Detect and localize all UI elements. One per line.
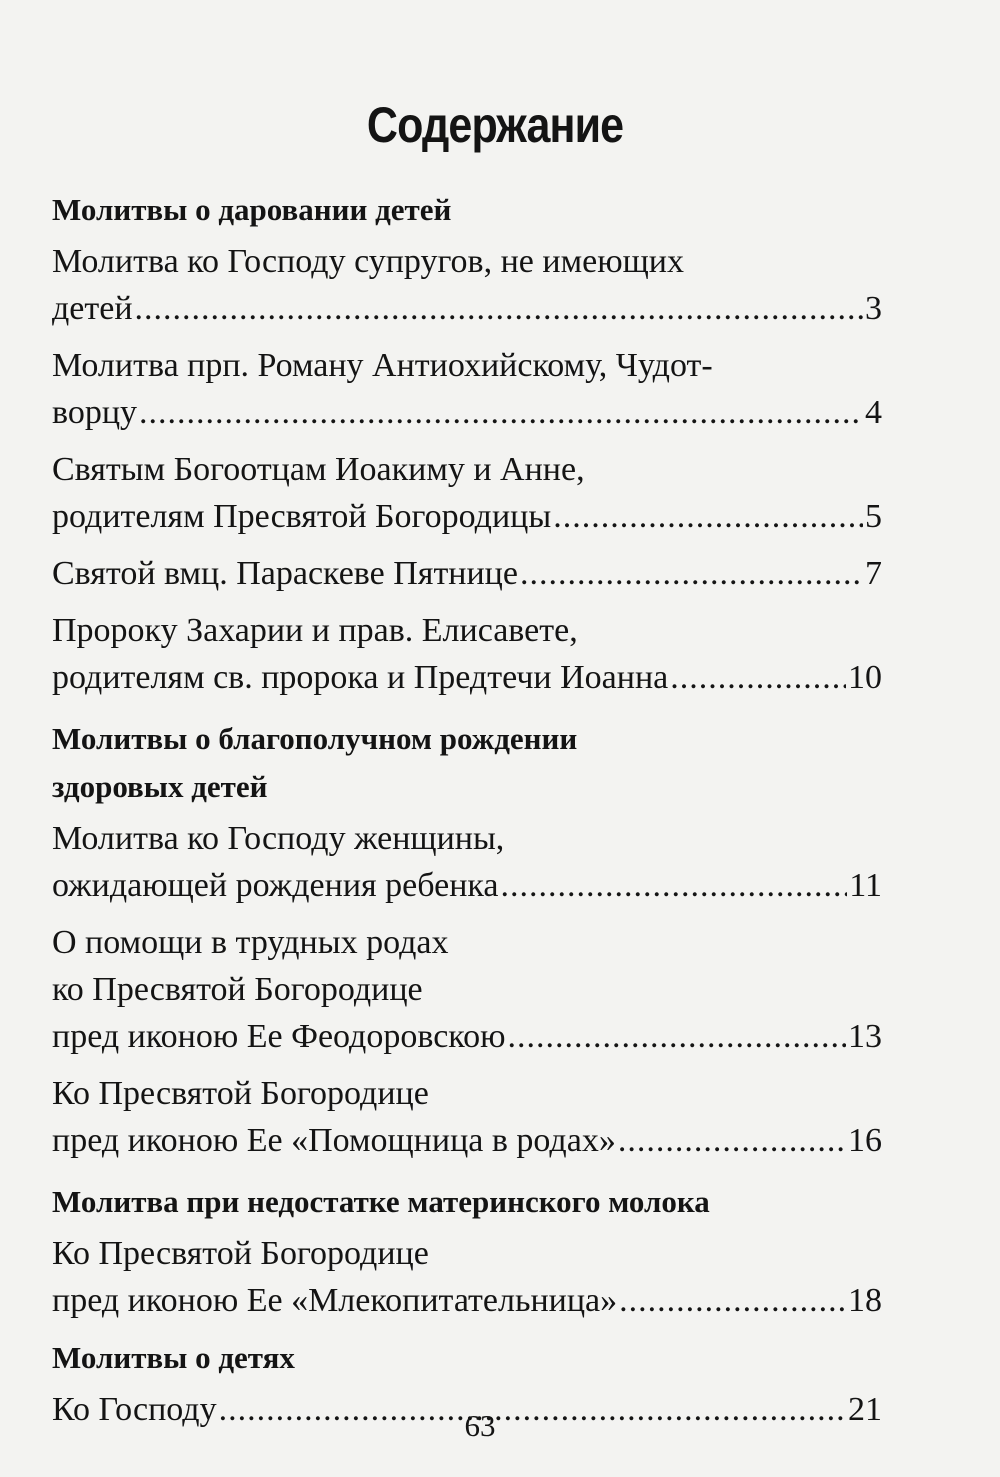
entry-line: родителям Пресвятой Богородицы (52, 498, 552, 535)
toc-entry[interactable] (52, 815, 882, 909)
toc-entry[interactable] (52, 1070, 882, 1164)
entry-line: пред иконою Ее Феодоровскою (52, 1018, 506, 1055)
section-heading (52, 715, 882, 811)
entry-page-number: 5 (865, 498, 882, 535)
entry-line: Святой вмц. Параскеве Пятнице (52, 555, 518, 592)
toc-entry[interactable] (52, 238, 882, 332)
entry-line: детей (52, 290, 133, 327)
dot-leader (500, 862, 847, 909)
entry-page-number: 16 (848, 1122, 882, 1159)
entry-line: ожидающей рождения ребенка (52, 867, 499, 904)
section-heading-line: Молитва при недостатке материнского молока (52, 1184, 710, 1219)
toc-entry[interactable] (52, 550, 882, 597)
dot-leader (520, 550, 863, 597)
dot-leader (619, 1277, 846, 1324)
entry-page-number: 11 (849, 867, 882, 904)
entry-line: О помощи в трудных родах (52, 924, 449, 961)
entry-line: Ко Пресвятой Богородице (52, 1075, 429, 1112)
entry-line: пред иконою Ее «Млекопитательница» (52, 1282, 618, 1319)
entry-line: Молитва ко Господу супругов, не имеющих (52, 243, 684, 280)
page-number: 63 (464, 1408, 496, 1443)
entry-line: Пророку Захарии и прав. Елисавете, (52, 612, 578, 649)
section-heading-line: Молитвы о благополучном рождении (52, 721, 578, 756)
toc-entry[interactable] (52, 342, 882, 436)
toc-entry[interactable] (52, 446, 882, 540)
entry-page-number: 10 (848, 659, 882, 696)
dot-leader (139, 389, 863, 436)
dot-leader (508, 1013, 847, 1060)
entry-line: Молитва ко Господу женщины, (52, 820, 505, 857)
dot-leader (670, 654, 846, 701)
section-heading-line: здоровых детей (52, 769, 268, 804)
entry-page-number: 18 (848, 1282, 882, 1319)
section-heading (52, 1334, 882, 1382)
entry-line: Святым Богоотцам Иоакиму и Анне, (52, 451, 585, 488)
toc-entry[interactable] (52, 919, 882, 1060)
entry-page-number: 21 (848, 1391, 882, 1428)
dot-leader (618, 1117, 846, 1164)
toc-entry[interactable] (52, 607, 882, 701)
entry-page-number: 7 (865, 555, 882, 592)
entry-line: Ко Пресвятой Богородице (52, 1235, 429, 1272)
section-heading (52, 1178, 882, 1226)
table-of-contents (52, 186, 882, 1443)
dot-leader (553, 493, 863, 540)
entry-line: ворцу (52, 394, 138, 431)
entry-line: пред иконою Ее «Помощница в родах» (52, 1122, 616, 1159)
entry-line: ко Пресвятой Богородице (52, 971, 423, 1008)
section-heading-line: Молитвы о даровании детей (52, 192, 452, 227)
entry-line: Ко Господу (52, 1391, 217, 1428)
entry-page-number: 13 (848, 1018, 882, 1055)
entry-line: Молитва прп. Роману Антиохийскому, Чудот- (52, 347, 713, 384)
page-title: Содержание (366, 97, 624, 153)
entry-page-number: 4 (865, 394, 882, 431)
entry-line: родителям св. пророка и Предтечи Иоанна (52, 659, 669, 696)
toc-entry[interactable] (52, 1230, 882, 1324)
section-heading (52, 186, 882, 234)
entry-page-number: 3 (865, 290, 882, 327)
dot-leader (135, 285, 863, 332)
section-heading-line: Молитвы о детях (52, 1340, 295, 1375)
